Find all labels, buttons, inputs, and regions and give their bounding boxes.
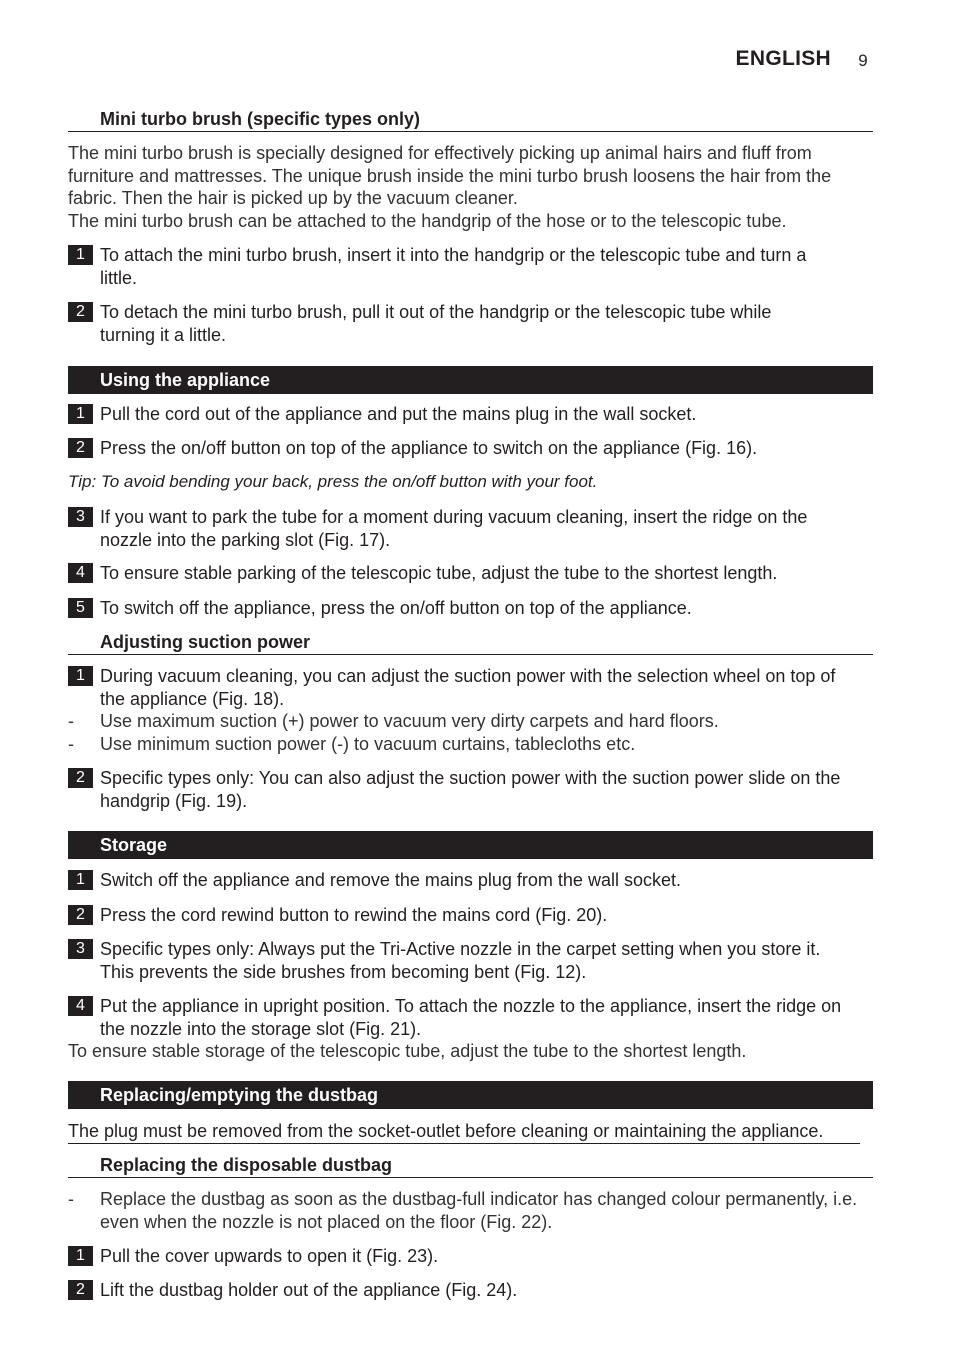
step-number: 1 xyxy=(68,404,93,424)
dash-marker: - xyxy=(68,734,74,754)
step-number: 3 xyxy=(68,507,93,527)
tip-text: Tip: To avoid bending your back, press the on/off button with your foot. xyxy=(68,472,598,491)
section-bar-using-appliance: Using the appliance xyxy=(68,366,873,394)
step-number: 5 xyxy=(68,598,93,618)
step-number: 4 xyxy=(68,996,93,1016)
manual-page: ENGLISH 9 Mini turbo brush (specific types only) The mini turbo brush is specially designed for effectively picking up animal hairs and fluff from furniture and mattresses. The unique brush inside the mini turbo brush loosens the hair from the fabric. Then the hair is picked up by the vacuum cleaner. The mini turbo brush can be attached to the handgrip of the hose or to the telescopic tube. 1 To attach the mini turbo brush, insert it into the handgrip or the telescopic tube and turn a little. 2 To detach the mini turbo brush, pull it out of the handgrip or the telescopic tube while turning it a little. Using the appliance 1 Pull the cord out of the appliance and put the mains plug in the wall socket. 2 Press the on/off button on top of the appliance to switch on the appliance (Fig. 16). Tip: To avoid bending your back, press the on/off button with your foot. 3 If you want to park the tube for a moment during vacuum cleaning, insert the ridge on the nozzle into the parking slot (Fig. 17). 4 To ensure stable parking of the telescopic tube, adjust the tube to the shortest length. 5 To switch off the appliance, press the on/off button on top of the appliance. Adjusting suction power 1 During vacuum cleaning, you can adjust the suction power with the selection wheel on top of the appliance (Fig. 18). - Use maximum suction (+) power to vacuum very dirty carpets and hard floors. - Use minimum suction power (-) to vacuum curtains, tablecloths etc. 2 Specific types only: You can also adjust the suction power with the suction power slide on the handgrip (Fig. 19). Storage 1 Switch off the appliance and remove the mains plug from the wall socket. 2 Press the cord rewind button to rewind the mains cord (Fig. 20). 3 Specific types only: Always put the Tri-Active nozzle in the carpet setting when you store it. This prevents the side brushes from becoming bent (Fig. 12). 4 Put the appliance in upright position. To attach the nozzle to the appliance, insert the ridge on the nozzle into the storage slot (Fig. 21). To ensure stable storage of the telescopic tube, adjust the tube to the shortest length. Replacing/emptying the dustbag The plug must be removed from the socket-outlet before cleaning or maintaining the appliance. Replacing the disposable dustbag - Replace the dustbag as soon as the dustbag-full indicator has changed colour permanently, i.e. even when the nozzle is not placed on the floor (Fig. 22). 1 Pull the cover upwards to open it (Fig. 23). 2 Lift the dustbag holder out of the appliance (Fig. 24). xyxy=(0,0,954,1354)
dash-marker: - xyxy=(68,711,74,731)
section-bar-dustbag: Replacing/emptying the dustbag xyxy=(68,1081,873,1109)
dash-marker: - xyxy=(68,1189,74,1209)
subheading-disposable-dustbag: Replacing the disposable dustbag xyxy=(68,1155,873,1178)
step-number: 3 xyxy=(68,939,93,959)
language-label: ENGLISH xyxy=(735,47,831,70)
mini-turbo-intro: The mini turbo brush is specially designed for effectively picking up animal hairs and fluff from furniture and mattresses. The unique brush inside the mini turbo brush loosens the hair from the fabric. Then the hair is picked up by the vacuum cleaner. The mini turbo brush can be attached to the handgrip of the hose or to the telescopic tube. xyxy=(68,143,832,231)
step-number: 1 xyxy=(68,245,93,265)
section-bar-storage: Storage xyxy=(68,831,873,859)
subheading-adjusting-suction: Adjusting suction power xyxy=(68,632,873,655)
step-number: 2 xyxy=(68,905,93,925)
page-number: 9 xyxy=(858,51,868,70)
step-number: 4 xyxy=(68,563,93,583)
step-number: 2 xyxy=(68,438,93,458)
subheading-mini-turbo-brush: Mini turbo brush (specific types only) xyxy=(68,109,873,132)
warning-text: The plug must be removed from the socket-outlet before cleaning or maintaining the appliance. xyxy=(68,1120,860,1144)
storage-note: To ensure stable storage of the telescopic tube, adjust the tube to the shortest length. xyxy=(68,1041,747,1061)
step-number: 1 xyxy=(68,666,93,686)
step-number: 2 xyxy=(68,1280,93,1300)
step-number: 1 xyxy=(68,870,93,890)
step-number: 2 xyxy=(68,768,93,788)
step-number: 1 xyxy=(68,1246,93,1266)
step-number: 2 xyxy=(68,302,93,322)
